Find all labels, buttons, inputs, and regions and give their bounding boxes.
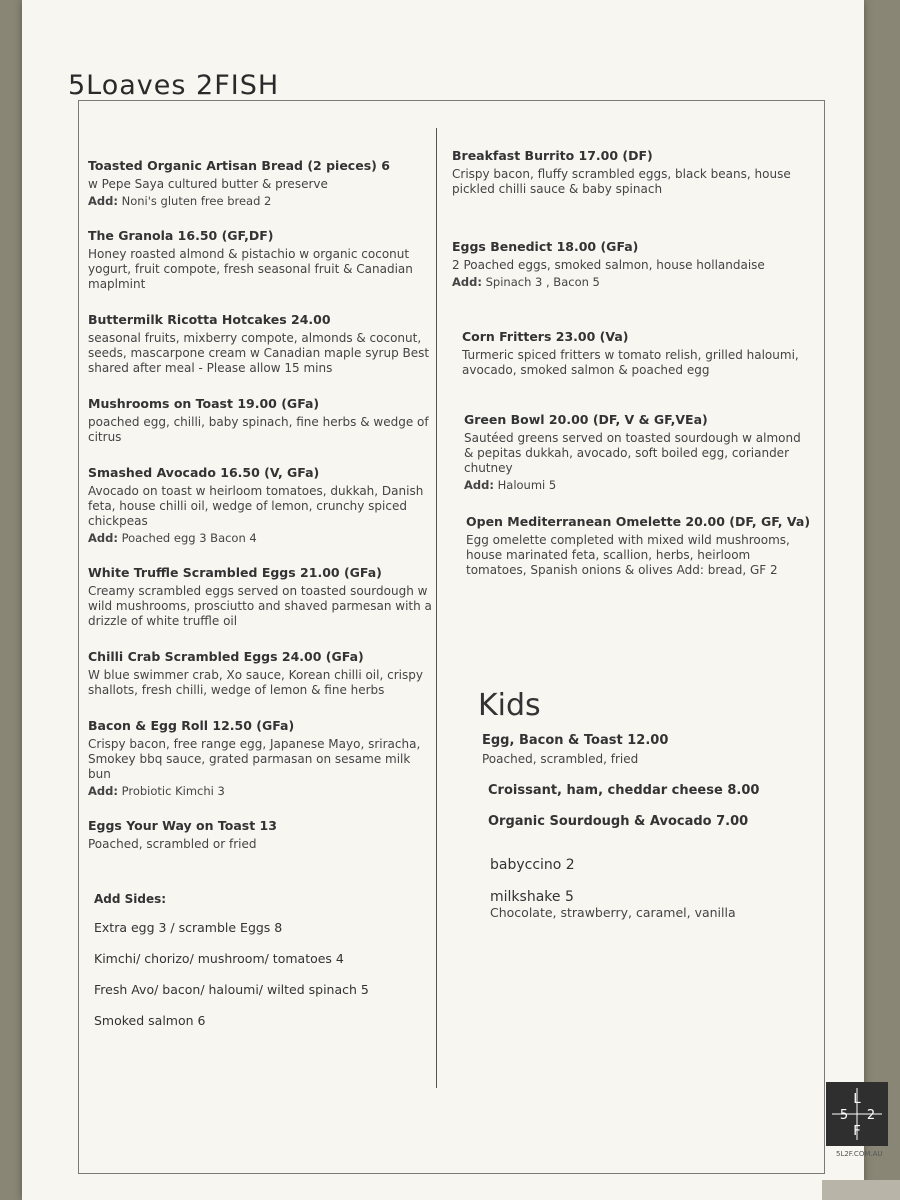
item-title: Mushrooms on Toast 19.00 (GFa) [88,396,320,411]
menu-item [88,228,433,292]
item-desc: W blue swimmer crab, Xo sauce, Korean chilli oil, crispy shallots, fresh chilli, wedge of lemon & fine herbs [88,668,423,697]
left-column [88,158,433,1044]
item-desc: Creamy scrambled eggs served on toasted sourdough w wild mushrooms, prosciutto and shaved parmesan with a drizzle of white truffle oil [88,584,432,628]
brand-logo [826,1082,888,1146]
item-add: Add: Haloumi 5 [464,478,557,492]
item-title: babyccino 2 [490,857,575,873]
item-title: Chilli Crab Scrambled Eggs 24.00 (GFa) [88,649,364,664]
kids-item [488,783,812,798]
item-desc: Honey roasted almond & pistachio w organic coconut yogurt, fruit compote, fresh seasonal fruit & Canadian maplmint [88,247,413,291]
logo-letter: 2 [866,1108,876,1123]
logo-letter: 5 [839,1108,849,1123]
item-title: Organic Sourdough & Avocado 7.00 [488,814,749,829]
item-desc: Egg omelette completed with mixed wild mushrooms, house marinated feta, scallion, herbs, heirloom tomatoes, Spanish onions & olives Add: bread, GF 2 [466,533,790,577]
menu-item [452,239,812,289]
item-desc: 2 Poached eggs, smoked salmon, house hollandaise [452,258,765,272]
item-desc: seasonal fruits, mixberry compote, almonds & coconut, seeds, mascarpone cream w Canadian maple syrup Best shared after meal - Please allow 15 mins [88,331,430,375]
item-desc: Crispy bacon, fluffy scrambled eggs, black beans, house pickled chilli sauce & baby spinach [452,167,791,196]
brand-title: 5Loaves 2FISH [68,70,280,101]
column-divider [436,128,437,1088]
menu-item [88,649,433,698]
item-title: Open Mediterranean Omelette 20.00 (DF, GF, Va) [466,514,811,529]
item-title: Bacon & Egg Roll 12.50 (GFa) [88,718,295,733]
menu-item [88,312,433,376]
item-desc: Chocolate, strawberry, caramel, vanilla [490,905,736,920]
menu-item [88,818,433,852]
logo-mark [826,1082,888,1146]
item-title: White Truffle Scrambled Eggs 21.00 (GFa) [88,565,382,580]
kids-title: Kids [478,688,541,723]
side-item: Fresh Avo/ bacon/ haloumi/ wilted spinach 5 [94,982,369,997]
kids-extra [490,889,812,920]
item-title: Toasted Organic Artisan Bread (2 pieces) 6 [88,158,390,173]
item-desc: poached egg, chilli, baby spinach, fine herbs & wedge of citrus [88,415,429,444]
menu-item [88,158,433,208]
side-item: Smoked salmon 6 [94,1013,206,1028]
item-title: Eggs Your Way on Toast 13 [88,818,277,833]
item-title: Smashed Avocado 16.50 (V, GFa) [88,465,320,480]
item-desc: Poached, scrambled or fried [88,837,257,851]
side-item: Kimchi/ chorizo/ mushroom/ tomatoes 4 [94,951,344,966]
kids-item [482,733,812,767]
item-title: milkshake 5 [490,889,574,905]
item-desc: Avocado on toast w heirloom tomatoes, dukkah, Danish feta, house chilli oil, wedge of lemon, crunchy spiced chickpeas [88,484,424,528]
menu-item [88,565,433,629]
item-add: Add: Noni's gluten free bread 2 [88,194,272,208]
item-title: Croissant, ham, cheddar cheese 8.00 [488,783,760,798]
item-title: Green Bowl 20.00 (DF, V & GF,VEa) [464,412,708,427]
kids-extra [490,857,812,873]
side-item: Extra egg 3 / scramble Eggs 8 [94,920,283,935]
item-desc: Crispy bacon, free range egg, Japanese Mayo, sriracha, Smokey bbq sauce, grated parmasan on sesame milk bun [88,737,421,781]
sides-title: Add Sides: [94,892,167,906]
menu-item [88,465,433,545]
item-title: The Granola 16.50 (GF,DF) [88,228,274,243]
menu-item [466,514,812,578]
logo-url: 5L2F.COM.AU [836,1150,883,1158]
item-desc: Sautéed greens served on toasted sourdough w almond & pepitas dukkah, avocado, soft boiled egg, coriander chutney [464,431,801,475]
menu-item [88,718,433,798]
kids-item [488,814,812,829]
menu-item [452,148,812,197]
menu-item [464,412,812,492]
item-title: Breakfast Burrito 17.00 (DF) [452,148,653,163]
menu-item [88,396,433,445]
item-title: Corn Fritters 23.00 (Va) [462,329,629,344]
item-desc: w Pepe Saya cultured butter & preserve [88,177,328,191]
item-title: Egg, Bacon & Toast 12.00 [482,733,669,748]
logo-letter: L [853,1092,861,1107]
item-add: Add: Poached egg 3 Bacon 4 [88,531,257,545]
item-add: Add: Spinach 3 , Bacon 5 [452,275,600,289]
item-add: Add: Probiotic Kimchi 3 [88,784,225,798]
logo-letter: F [853,1124,861,1139]
item-desc: Poached, scrambled, fried [482,752,639,766]
right-column [452,148,812,936]
item-desc: Turmeric spiced fritters w tomato relish, grilled haloumi, avocado, smoked salmon & poached egg [462,348,799,377]
background-strip [822,1180,900,1200]
item-title: Buttermilk Ricotta Hotcakes 24.00 [88,312,331,327]
item-title: Eggs Benedict 18.00 (GFa) [452,239,639,254]
menu-item [462,329,812,378]
